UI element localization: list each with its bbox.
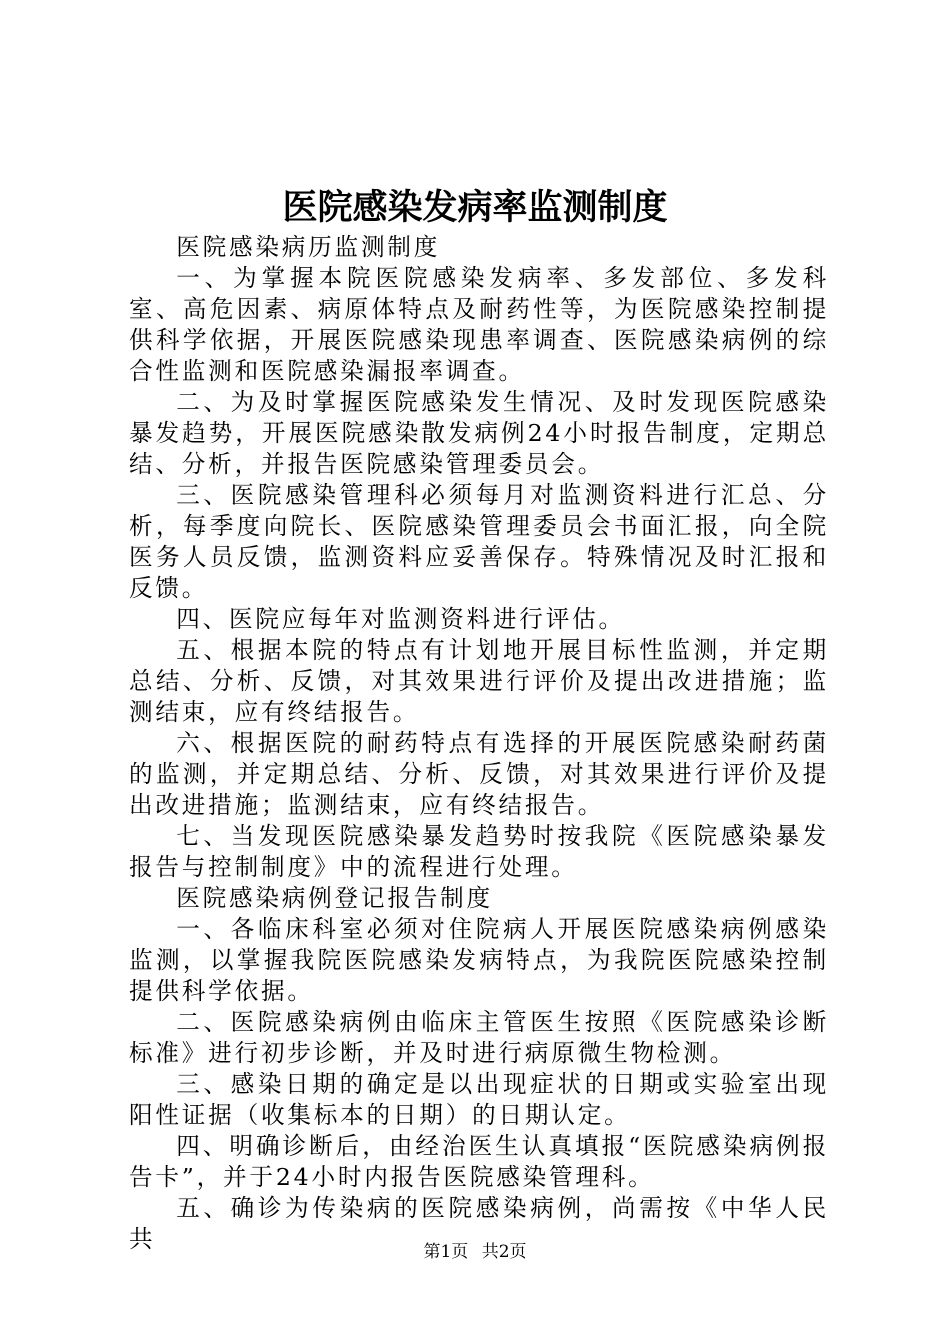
document-title: 医院感染发病率监测制度 [282, 187, 668, 228]
page-count: 共2页 [481, 1242, 527, 1262]
paragraph: 三、医院感染管理科必须每月对监测资料进行汇总、分析，每季度向院长、医院感染管理委员会书面汇报，向全院医务人员反馈，监测资料应妥善保存。特殊情况及时汇报和反馈。 [129, 481, 829, 602]
page-footer [0, 1240, 950, 1264]
paragraph: 六、根据医院的耐药特点有选择的开展医院感染耐药菌的监测，并定期总结、分析、反馈，对其效果进行评价及提出改进措施；监测结束，应有终结报告。 [129, 729, 829, 819]
paragraph: 二、医院感染病例由临床主管医生按照《医院感染诊断标准》进行初步诊断，并及时进行病原微生物检测。 [129, 1008, 829, 1067]
paragraph: 七、当发现医院感染暴发趋势时按我院《医院感染暴发报告与控制制度》中的流程进行处理。 [129, 822, 829, 881]
document-body [129, 232, 829, 1255]
paragraph: 三、感染日期的确定是以出现症状的日期或实验室出现阳性证据（收集标本的日期）的日期认定。 [129, 1070, 829, 1129]
paragraph: 四、医院应每年对监测资料进行评估。 [176, 605, 625, 633]
paragraph: 二、为及时掌握医院感染发生情况、及时发现医院感染暴发趋势，开展医院感染散发病例24小时报告制度，定期总结、分析，并报告医院感染管理委员会。 [129, 388, 829, 478]
paragraph: 四、明确诊断后，由经治医生认真填报“医院感染病例报告卡”，并于24小时内报告医院感染管理科。 [129, 1132, 829, 1191]
section-heading: 医院感染病历监测制度 [176, 233, 441, 261]
paragraph: 一、为掌握本院医院感染发病率、多发部位、多发科室、高危因素、病原体特点及耐药性等，为医院感染控制提供科学依据，开展医院感染现患率调查、医院感染病例的综合性监测和医院感染漏报率调查。 [129, 264, 829, 385]
paragraph: 五、根据本院的特点有计划地开展目标性监测，并定期总结、分析、反馈，对其效果进行评价及提出改进措施；监测结束，应有终结报告。 [129, 636, 829, 726]
page-number: 第1页 [423, 1242, 469, 1262]
paragraph: 一、各临床科室必须对住院病人开展医院感染病例感染监测，以掌握我院医院感染发病特点，为我院医院感染控制提供科学依据。 [129, 915, 829, 1005]
section-heading: 医院感染病例登记报告制度 [176, 884, 493, 912]
paragraph: 五、确诊为传染病的医院感染病例，尚需按《中华人民共 [129, 1194, 829, 1253]
